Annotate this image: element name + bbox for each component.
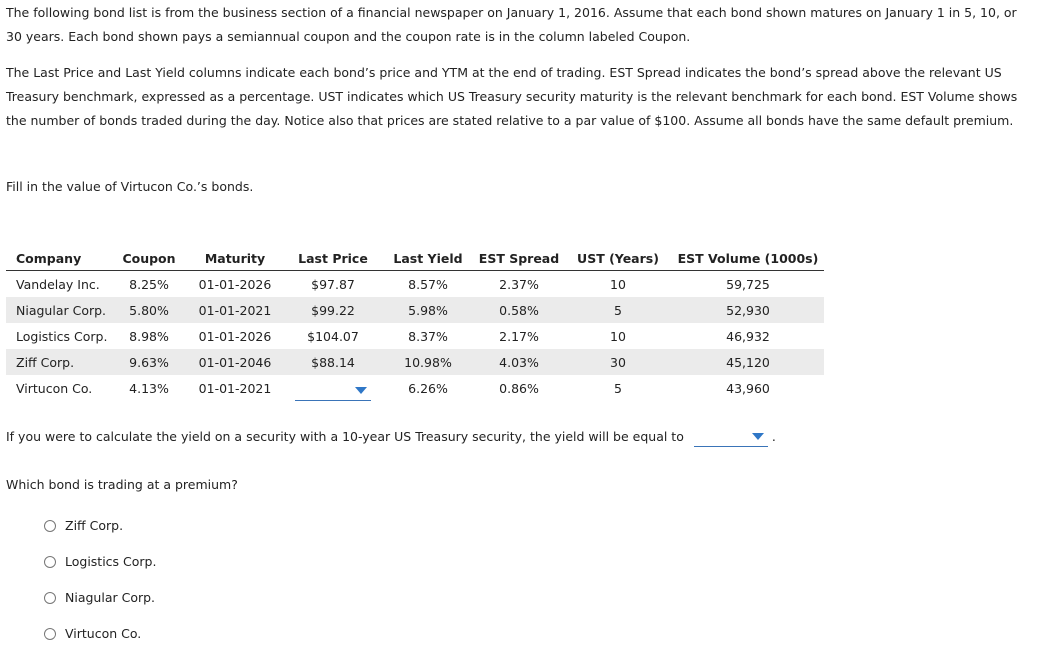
cell-last-yield: 5.98% (382, 297, 474, 323)
cell-coupon: 8.25% (129, 276, 169, 292)
cell-ust-years: 30 (564, 349, 672, 375)
cell-last-price: $104.07 (307, 328, 359, 344)
virtucon-price-dropdown[interactable] (295, 381, 371, 401)
header-est-spread: EST Spread (474, 246, 564, 271)
header-last-yield: Last Yield (382, 246, 474, 271)
cell-est-spread: 2.37% (499, 276, 539, 292)
cell-last-yield: 8.37% (408, 328, 448, 344)
caret-down-icon (752, 433, 764, 440)
header-ust-years: UST (Years) (564, 246, 672, 271)
intro-paragraph-2: The Last Price and Last Yield columns indicate each bond’s price and YTM at the end of trading. EST Spread indicates the bond’s spread above the relevant US Treasury benchmark, expressed as a percentage. UST indicates which US Treasury security maturity is the relevant benchmark for each bond. EST Volume shows the number of bonds traded during the day. Notice also that prices are stated relative to a par value of $100. Assume all bonds have the same default premium. (6, 65, 1018, 128)
option-ziff-corp[interactable] (44, 508, 156, 544)
cell-ust-years: 10 (610, 276, 626, 292)
cell-last-yield: 6.26% (408, 380, 448, 396)
cell-company: Niagular Corp. (6, 297, 112, 323)
cell-last-yield: 10.98% (382, 349, 474, 375)
cell-ust-years: 10 (610, 328, 626, 344)
question-2-text: Which bond is trading at a premium? (6, 477, 238, 492)
cell-last-price: $97.87 (311, 276, 355, 292)
cell-company: Virtucon Co. (16, 380, 93, 396)
header-coupon: Coupon (112, 246, 186, 271)
table-row (6, 271, 824, 298)
cell-coupon: 9.63% (112, 349, 186, 375)
cell-est-spread: 0.58% (474, 297, 564, 323)
cell-last-price: $88.14 (284, 349, 382, 375)
cell-est-volume: 45,120 (672, 349, 824, 375)
instruction-text: Fill in the value of Virtucon Co.’s bonds. (6, 179, 254, 194)
table-header-row (6, 246, 824, 271)
table-row (6, 375, 824, 401)
option-label: Niagular Corp. (65, 590, 156, 605)
cell-est-spread: 2.17% (499, 328, 539, 344)
option-label: Logistics Corp. (65, 554, 157, 569)
header-last-price: Last Price (284, 246, 382, 271)
cell-est-spread: 4.03% (474, 349, 564, 375)
table-row (6, 349, 824, 375)
option-niagular-corp[interactable] (44, 580, 156, 616)
option-logistics-corp[interactable] (44, 544, 156, 580)
option-label: Ziff Corp. (65, 518, 124, 533)
cell-maturity: 01-01-2021 (198, 380, 272, 396)
cell-est-volume: 59,725 (726, 276, 770, 292)
cell-coupon: 8.98% (129, 328, 169, 344)
option-virtucon-co[interactable] (44, 616, 156, 652)
table-row (6, 323, 824, 349)
cell-maturity: 01-01-2026 (198, 328, 272, 344)
cell-company: Vandelay Inc. (16, 276, 100, 292)
header-company: Company (6, 246, 112, 271)
question-1 (6, 425, 776, 449)
option-label: Virtucon Co. (65, 626, 142, 641)
cell-maturity: 01-01-2026 (198, 276, 272, 292)
cell-maturity: 01-01-2046 (186, 349, 284, 375)
treasury-yield-dropdown[interactable] (694, 427, 768, 447)
intro-paragraph-1: The following bond list is from the business section of a financial newspaper on January 1, 2016. Assume that each bond shown matures on January 1 in 5, 10, or 30 years. Each bond shown pays a semiannual coupon and the coupon rate is in the column labeled Coupon. (6, 5, 1017, 44)
header-est-volume: EST Volume (1000s) (672, 246, 824, 271)
premium-bond-options (44, 514, 156, 658)
cell-coupon: 4.13% (129, 380, 169, 396)
table-row (6, 297, 824, 323)
cell-company: Ziff Corp. (6, 349, 112, 375)
cell-last-price: $99.22 (284, 297, 382, 323)
cell-company: Logistics Corp. (16, 328, 108, 344)
radio-circle-icon[interactable] (44, 556, 56, 568)
radio-circle-icon[interactable] (44, 628, 56, 640)
cell-est-volume: 52,930 (672, 297, 824, 323)
cell-last-price (284, 375, 382, 401)
cell-est-volume: 46,932 (726, 328, 770, 344)
header-maturity: Maturity (186, 246, 284, 271)
caret-down-icon (355, 387, 367, 394)
cell-est-spread: 0.86% (499, 380, 539, 396)
cell-coupon: 5.80% (112, 297, 186, 323)
cell-ust-years: 5 (614, 380, 622, 396)
question-1-suffix: . (771, 429, 776, 444)
cell-est-volume: 43,960 (726, 380, 770, 396)
bond-table (6, 246, 824, 401)
cell-last-yield: 8.57% (408, 276, 448, 292)
question-1-text: If you were to calculate the yield on a security with a 10-year US Treasury security, the yield will be equal to (6, 429, 684, 444)
radio-circle-icon[interactable] (44, 592, 56, 604)
radio-circle-icon[interactable] (44, 520, 56, 532)
cell-maturity: 01-01-2021 (186, 297, 284, 323)
cell-ust-years: 5 (564, 297, 672, 323)
